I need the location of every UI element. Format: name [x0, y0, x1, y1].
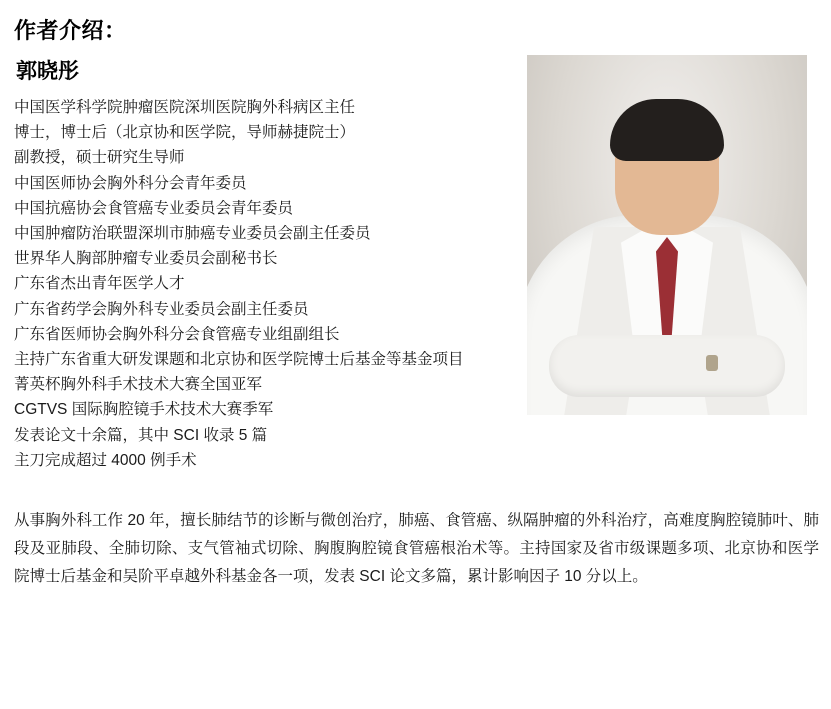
author-summary-paragraph: 从事胸外科工作 20 年，擅长肺结节的诊断与微创治疗，肺癌、食管癌、纵隔肿瘤的外科治疗，高难度胸腔镜肺叶、肺段及亚肺段、全肺切除、支气管袖式切除、胸腹胸腔镜食管癌根治术等。主持国家及省市级课题多项、北京协和医学院博士后基金和吴阶平卓越外科基金各一项，发表 SCI 论文多篇，累计影响因子 10 分以上。 — [14, 512, 819, 586]
portrait-photo — [527, 55, 807, 415]
list-item: 世界华人胸部肿瘤专业委员会副秘书长 — [14, 250, 278, 268]
list-item: 中国医师协会胸外科分会青年委员 — [14, 174, 247, 192]
list-item: 广东省药学会胸外科专业委员会副主任委员 — [14, 300, 309, 318]
page-title: 作者介绍： — [14, 18, 127, 44]
list-item: 广东省医师协会胸外科分会食管癌专业组副组长 — [14, 325, 340, 343]
list-item: 菁英杯胸外科手术技术大赛全国亚军 — [14, 376, 263, 394]
list-item: 副教授，硕士研究生导师 — [14, 149, 185, 167]
list-item: 中国抗癌协会食管癌专业委员会青年委员 — [14, 199, 294, 217]
list-item: 博士，博士后（北京协和医学院，导师赫捷院士） — [14, 124, 356, 142]
author-bio-block — [14, 55, 817, 473]
folded-arms-shape — [549, 335, 785, 397]
list-item: 发表论文十余篇，其中 SCI 收录 5 篇 — [14, 426, 268, 444]
hair-shape — [610, 99, 724, 161]
list-item: 中国医学科学院肿瘤医院深圳医院胸外科病区主任 — [14, 99, 356, 116]
wristwatch-shape — [706, 355, 718, 371]
list-item: 中国肿瘤防治联盟深圳市肺癌专业委员会副主任委员 — [14, 225, 371, 243]
list-item: CGTVS 国际胸腔镜手术技术大赛季军 — [14, 401, 274, 419]
list-item: 主持广东省重大研发课题和北京协和医学院博士后基金等基金项目 — [14, 351, 464, 369]
list-item: 主刀完成超过 4000 例手术 — [14, 451, 197, 469]
credential-list — [14, 95, 524, 473]
list-item: 广东省杰出青年医学人才 — [14, 275, 185, 293]
author-info — [14, 55, 524, 473]
author-name: 郭晓彤 — [16, 58, 79, 83]
